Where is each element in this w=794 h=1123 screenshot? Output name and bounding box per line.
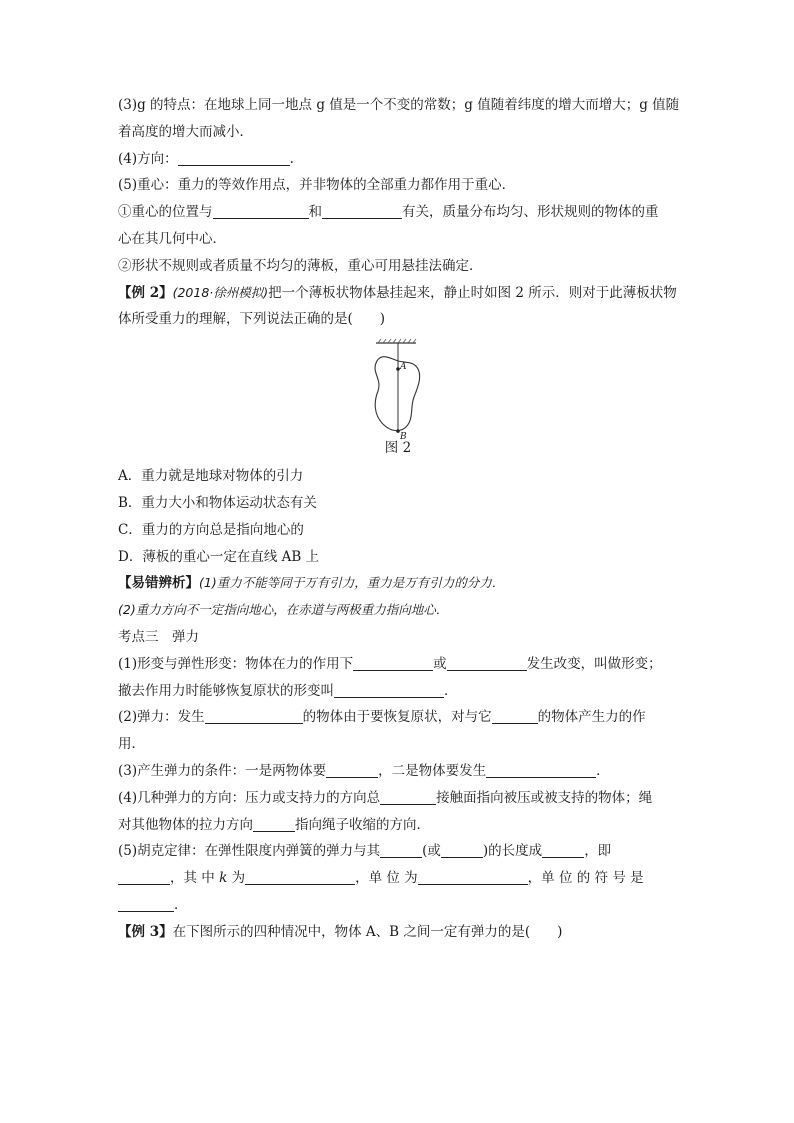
center-of-gravity-line-2: 心在其几何中心．: [118, 230, 226, 247]
elastic-direction-line-1: (4)几种弹力的方向：压力或支持力的方向总 接触面指向被压或被支持的物体；绳: [118, 789, 653, 806]
example-2-option-c[interactable]: C．重力的方向总是指向地心的: [118, 521, 304, 538]
hooke-law-line-2: ，其 中 k 为 ，单 位 为 ，单 位 的 符 号 是: [118, 865, 678, 892]
example-2-option-a[interactable]: A．重力就是地球对物体的引力: [118, 468, 304, 485]
hooke-law-line-1: (5)胡克定律：在弹性限度内弹簧的弹力与其 (或 )的长度成 ，即: [118, 843, 612, 860]
elastic-force-line-1: (2)弹力：发生 的物体由于要恢复原状，对与它 的物体产生力的作: [118, 709, 646, 726]
elastic-condition-line: (3)产生弹力的条件：一是两物体要 ，二是物体要发生 ．: [118, 762, 610, 779]
blank-deformation-2[interactable]: [447, 655, 527, 671]
point-a-label: A: [400, 362, 407, 373]
blank-hooke-1[interactable]: [380, 842, 422, 858]
blank-elastic-2[interactable]: [492, 708, 538, 724]
example-2-tag: 【例 2】: [118, 284, 173, 301]
g-feature-line-2: 着高度的增大而减小．: [118, 123, 253, 140]
blank-hooke-3[interactable]: [542, 842, 584, 858]
error-analysis-tag: 【易错辨析】: [118, 575, 199, 592]
center-of-gravity-line-1: ①重心的位置与 和 有关，质量分布均匀、形状规则的物体的重: [118, 204, 659, 221]
blank-direction[interactable]: [178, 150, 290, 166]
example-2-option-b[interactable]: B．重力大小和物体运动状态有关: [118, 494, 317, 511]
figure-2-plate-diagram: [118, 339, 678, 443]
blank-hooke-4[interactable]: [118, 869, 170, 885]
blank-direction-2[interactable]: [253, 816, 295, 832]
direction-line: (4)方向： .: [118, 150, 294, 167]
example-3-stem: 【例 3】在下图所示的四种情况中，物体 A、B 之间一定有弹力的是( ): [118, 923, 563, 940]
suspended-plate-svg: [118, 339, 678, 443]
blank-cog-2[interactable]: [322, 203, 402, 219]
example-2-stem-1: 【例 2】(2018·徐州模拟)把一个薄板状物体悬挂起来，静止时如图 2 所示．则对于此薄板状物: [118, 284, 677, 301]
example-2-option-d[interactable]: D．薄板的重心一定在直线 AB 上: [118, 548, 320, 565]
hooke-law-line-3: ．: [118, 892, 678, 919]
point-b-label: B: [400, 432, 407, 443]
section-3-title: 考点三 弹力: [118, 628, 199, 645]
elastic-direction-line-2: 对其他物体的拉力方向 指向绳子收缩的方向．: [118, 816, 430, 833]
error-analysis-line-1: 【易错辨析】(1)重力不能等同于万有引力，重力是万有引力的分力．: [118, 575, 505, 592]
suspension-method-line: ②形状不规则或者质量不均匀的薄板，重心可用悬挂法确定．: [118, 257, 483, 274]
blank-condition-1[interactable]: [326, 762, 378, 778]
blank-hooke-2[interactable]: [441, 842, 483, 858]
elastic-force-line-2: 用．: [118, 736, 145, 753]
blank-elastic-deformation[interactable]: [334, 682, 444, 698]
deformation-line-1: (1)形变与弹性形变：物体在力的作用下 或 发生改变，叫做形变；: [118, 655, 662, 672]
example-3-tag: 【例 3】: [118, 923, 173, 940]
deformation-line-2: 撤去作用力时能够恢复原状的形变叫 ．: [118, 682, 458, 699]
figure-2-caption: 图 2: [384, 440, 412, 457]
blank-elastic-1[interactable]: [205, 708, 303, 724]
example-2-stem-2: 体所受重力的理解，下列说法正确的是( ): [118, 311, 386, 328]
blank-deformation-1[interactable]: [353, 655, 433, 671]
blank-hooke-7[interactable]: [118, 896, 174, 912]
blank-cog-1[interactable]: [213, 203, 309, 219]
blank-direction-1[interactable]: [380, 789, 436, 805]
g-feature-line-1: (3)g 的特点：在地球上同一地点 g 值是一个不变的常数；g 值随着纬度的增大而增大；g 值随: [118, 97, 680, 113]
error-analysis-line-2: (2)重力方向不一定指向地心，在赤道与两极重力指向地心．: [118, 602, 449, 618]
example-2-source: (2018·徐州模拟): [172, 284, 269, 300]
blank-hooke-6[interactable]: [418, 869, 528, 885]
document-page: [118, 92, 678, 946]
center-of-gravity-definition: (5)重心：重力的等效作用点，并非物体的全部重力都作用于重心．: [118, 177, 516, 194]
blank-condition-2[interactable]: [486, 762, 596, 778]
ceiling-hatch: [378, 339, 416, 343]
blank-hooke-5[interactable]: [245, 869, 355, 885]
